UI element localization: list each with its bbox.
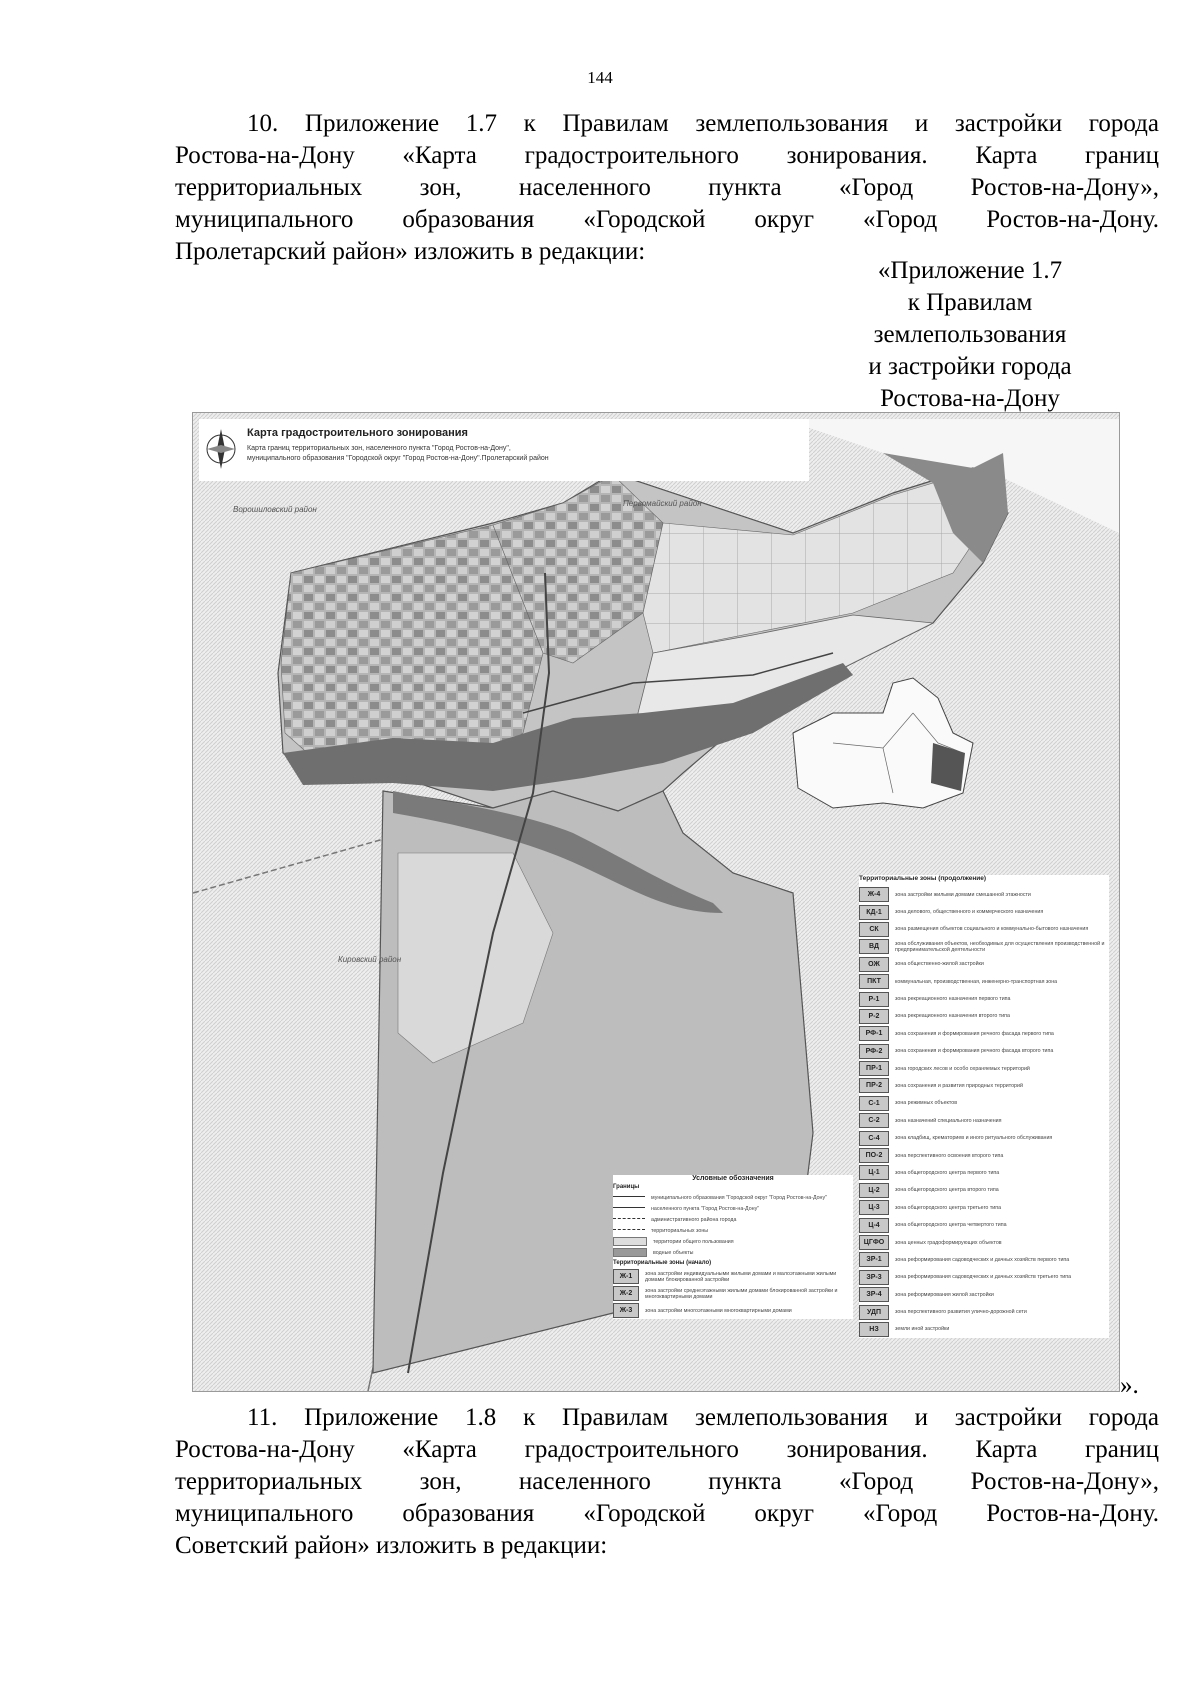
legend-bounds-rows bbox=[613, 1192, 853, 1258]
zone-description: зона общегородского центра второго типа bbox=[895, 1187, 999, 1194]
zone-description: зона общегородского центра четвертого типа bbox=[895, 1222, 1007, 1229]
legend-zone-row bbox=[859, 938, 1109, 955]
paragraph-10-line: 10. Приложение 1.7 к Правилам землепользования и застройки города bbox=[247, 110, 1159, 137]
boundary-symbol bbox=[613, 1229, 645, 1236]
legend-zone-row bbox=[613, 1268, 853, 1285]
paragraph-11-line: муниципального образования «Городской округ «Город Ростов-на-Дону. bbox=[175, 1500, 1159, 1527]
boundary-symbol bbox=[613, 1237, 647, 1246]
zone-description: коммунальная, производственная, инженерно-транспортная зона bbox=[895, 978, 1058, 985]
district-label-voroshilovsky: Ворошиловский район bbox=[233, 505, 317, 514]
legend-title: Условные обозначения bbox=[692, 1175, 774, 1182]
compass-rose-icon bbox=[201, 427, 241, 471]
paragraph-10-line: территориальных зон, населенного пункта «Город Ростов-на-Дону», bbox=[175, 174, 1159, 201]
zone-description: зона реформирования садоводческих и дачных хозяйств первого типа bbox=[895, 1256, 1070, 1263]
zone-description: зона застройки многоэтажными многоквартирными домами bbox=[645, 1307, 792, 1314]
zone-code: УДП bbox=[859, 1305, 889, 1320]
legend-zones-start-header: Территориальные зоны (начало) bbox=[613, 1260, 712, 1266]
paragraph-11 bbox=[175, 1402, 1159, 1562]
legend-zone-row bbox=[859, 1077, 1109, 1094]
district-label-pervomaysky: Первомайский район bbox=[623, 499, 702, 508]
legend-zone-row bbox=[613, 1302, 853, 1319]
zone-code: Ж-4 bbox=[859, 887, 889, 902]
zone-description: зона перспективного развития улично-дорожной сети bbox=[895, 1309, 1027, 1316]
zone-code: ПР-1 bbox=[859, 1061, 889, 1076]
legend-zone-row bbox=[859, 1043, 1109, 1060]
zone-description: зона общегородского центра первого типа bbox=[895, 1169, 1000, 1176]
legend-zone-row bbox=[613, 1285, 853, 1302]
map-subtitle: Карта границ территориальных зон, населенного пункта "Город Ростов-на-Дону", bbox=[247, 445, 511, 452]
zone-code: Ц-3 bbox=[859, 1200, 889, 1215]
legend-zone-row bbox=[859, 1199, 1109, 1216]
zone-description: зона городских лесов и особо охраняемых территорий bbox=[895, 1065, 1030, 1072]
page-number: 144 bbox=[587, 68, 613, 87]
zone-description: зона сохранения и формирования речного фасада первого типа bbox=[895, 1030, 1054, 1037]
zone-description: зона рекреационного назначения первого типа bbox=[895, 996, 1011, 1003]
paragraph-11-line: территориальных зон, населенного пункта «Город Ростов-на-Дону», bbox=[175, 1468, 1159, 1495]
zone-description: зона общегородского центра третьего типа bbox=[895, 1204, 1002, 1211]
zone-code: ОЖ bbox=[859, 957, 889, 972]
zone-code: Ц-4 bbox=[859, 1218, 889, 1233]
zone-code: ПР-2 bbox=[859, 1078, 889, 1093]
boundary-description: административного района города bbox=[651, 1216, 737, 1223]
map-subtitle: муниципального образования "Городской округ "Город Ростов-на-Дону".Пролетарский район bbox=[247, 455, 549, 462]
legend-zone-row bbox=[859, 956, 1109, 973]
zone-code: Ц-1 bbox=[859, 1165, 889, 1180]
paragraph-10-line: Ростова-на-Дону «Карта градостроительного зонирования. Карта границ bbox=[175, 142, 1159, 169]
zone-code: Ж-2 bbox=[613, 1286, 639, 1301]
legend-zone-row bbox=[859, 1182, 1109, 1199]
zone-code: С-4 bbox=[859, 1131, 889, 1146]
zone-code: СК bbox=[859, 922, 889, 937]
zone-code: Ц-2 bbox=[859, 1183, 889, 1198]
zone-code: Ж-3 bbox=[613, 1303, 639, 1318]
map-title-box bbox=[199, 419, 809, 481]
paragraph-10-line: Пролетарский район» изложить в редакции: bbox=[175, 238, 646, 265]
zone-description: зона реформирования жилой застройки bbox=[895, 1291, 994, 1298]
zone-description: земли иной застройки bbox=[895, 1326, 950, 1333]
zone-code: НЗ bbox=[859, 1322, 889, 1337]
appendix-note-line: и застройки города bbox=[868, 353, 1072, 380]
legend-zone-row bbox=[859, 1060, 1109, 1077]
zone-description: зона кладбищ, крематориев и иного ритуального обслуживания bbox=[895, 1135, 1053, 1142]
legend-zone-row bbox=[859, 990, 1109, 1007]
legend-zone-row bbox=[859, 973, 1109, 990]
boundary-description: территориальных зоны bbox=[651, 1227, 709, 1234]
boundary-description: водные объекты bbox=[653, 1249, 694, 1256]
zone-code: С-2 bbox=[859, 1113, 889, 1128]
legend-zone-row bbox=[859, 1234, 1109, 1251]
appendix-note-line: к Правилам bbox=[907, 289, 1033, 316]
legend-zone-row bbox=[859, 921, 1109, 938]
legend-zone-row bbox=[859, 1286, 1109, 1303]
zone-code: ЗР-4 bbox=[859, 1287, 889, 1302]
zone-description: зона общественно-жилой застройки bbox=[895, 961, 984, 968]
legend-zone-row bbox=[859, 1216, 1109, 1233]
zone-code: С-1 bbox=[859, 1096, 889, 1111]
zone-code: КД-1 bbox=[859, 905, 889, 920]
boundary-description: муниципального образования "Городской округ "Город Ростов-на-Дону" bbox=[651, 1194, 827, 1201]
zone-description: зона рекреационного назначения второго типа bbox=[895, 1013, 1010, 1020]
zone-code: ПКТ bbox=[859, 974, 889, 989]
zone-description: зона перспективного освоения второго типа bbox=[895, 1152, 1004, 1159]
legend-zone-row bbox=[859, 1147, 1109, 1164]
appendix-note bbox=[820, 255, 1120, 415]
legend-bounds-header: Границы bbox=[613, 1184, 640, 1190]
zoning-map bbox=[192, 412, 1120, 1392]
zone-code: Р-1 bbox=[859, 992, 889, 1007]
zone-code: РФ-1 bbox=[859, 1026, 889, 1041]
appendix-note-line: землепользования bbox=[873, 321, 1067, 348]
district-label-kirovsky: Кировский район bbox=[338, 955, 402, 964]
legend-zone-row bbox=[859, 1303, 1109, 1320]
legend-zone-row bbox=[859, 1095, 1109, 1112]
boundary-description: территории общего пользования bbox=[653, 1238, 734, 1245]
legend-zone-row bbox=[859, 1025, 1109, 1042]
zone-description: зона обслуживания объектов, необходимых для осуществления производственной и предпринимательской деятельности bbox=[895, 940, 1105, 953]
zone-code: ЦГФО bbox=[859, 1235, 889, 1250]
boundary-symbol bbox=[613, 1196, 645, 1203]
legend-boundary-row bbox=[613, 1236, 853, 1247]
zone-code: ЗР-1 bbox=[859, 1252, 889, 1267]
legend-boundary-row bbox=[613, 1247, 853, 1258]
legend-boundary-row bbox=[613, 1203, 853, 1214]
zone-description: зона реформирования садоводческих и дачных хозяйств третьего типа bbox=[895, 1274, 1072, 1281]
map-title: Карта градостроительного зонирования bbox=[247, 427, 468, 439]
legend-zone-row bbox=[859, 1251, 1109, 1268]
legend-boundaries bbox=[613, 1175, 853, 1319]
boundary-symbol bbox=[613, 1248, 647, 1257]
boundary-symbol bbox=[613, 1218, 645, 1225]
zone-code: РФ-2 bbox=[859, 1044, 889, 1059]
legend-boundary-row bbox=[613, 1225, 853, 1236]
zone-code: ПО-2 bbox=[859, 1148, 889, 1163]
zone-description: зона застройки индивидуальными жилыми домами и малоэтажными жилыми домами блокированной застройки bbox=[645, 1270, 837, 1283]
legend-zones-left-rows bbox=[613, 1268, 853, 1319]
legend-zone-row bbox=[859, 903, 1109, 920]
boundary-description: населенного пункта "Город Ростов-на-Дону" bbox=[651, 1205, 760, 1212]
paragraph-10 bbox=[175, 108, 1159, 268]
appendix-note-line: Ростова-на-Дону bbox=[880, 385, 1060, 412]
zone-description: зона делового, общественного и коммерческого назначения bbox=[895, 909, 1044, 916]
paragraph-11-line: Советский район» изложить в редакции: bbox=[175, 1532, 608, 1559]
zone-description: зона ценных градоформирующих объектов bbox=[895, 1239, 1002, 1246]
paragraph-11-line: Ростова-на-Дону «Карта градостроительного зонирования. Карта границ bbox=[175, 1436, 1159, 1463]
zone-code: Ж-1 bbox=[613, 1269, 639, 1284]
zone-description: зона размещения объектов социального и коммунально-бытового назначения bbox=[895, 926, 1089, 933]
legend-zone-row bbox=[859, 1112, 1109, 1129]
boundary-symbol bbox=[613, 1207, 645, 1214]
legend-boundary-row bbox=[613, 1192, 853, 1203]
zone-description: зона сохранения и развития природных территорий bbox=[895, 1082, 1023, 1089]
legend-boundary-row bbox=[613, 1214, 853, 1225]
paragraph-11-line: 11. Приложение 1.8 к Правилам землепользования и застройки города bbox=[247, 1404, 1159, 1431]
legend-zones-header: Территориальные зоны (продолжение) bbox=[859, 875, 987, 882]
legend-zone-row bbox=[859, 1321, 1109, 1338]
legend-zone-row bbox=[859, 1269, 1109, 1286]
zone-description: зона режимных объектов bbox=[895, 1100, 958, 1107]
legend-zone-row bbox=[859, 886, 1109, 903]
zone-code: Р-2 bbox=[859, 1009, 889, 1024]
paragraph-10-line: муниципального образования «Городской округ «Город Ростов-на-Дону. bbox=[175, 206, 1159, 233]
legend-zones-right bbox=[859, 875, 1109, 1338]
zone-description: зона застройки среднеэтажными жилыми домами блокированной застройки и многоквартирными домами bbox=[645, 1287, 838, 1300]
map-closing-quote: ». bbox=[1120, 1372, 1139, 1399]
zone-description: зона сохранения и формирования речного фасада второго типа bbox=[895, 1048, 1054, 1055]
legend-zone-row bbox=[859, 1164, 1109, 1181]
zone-code: ВД bbox=[859, 939, 889, 954]
zone-description: зона застройки жилыми домами смешанной этажности bbox=[895, 891, 1031, 898]
zone-description: зона назначений специального назначения bbox=[895, 1117, 1002, 1124]
appendix-note-line: «Приложение 1.7 bbox=[877, 257, 1063, 284]
legend-zone-row bbox=[859, 1008, 1109, 1025]
zone-code: ЗР-3 bbox=[859, 1270, 889, 1285]
legend-zone-row bbox=[859, 1129, 1109, 1146]
